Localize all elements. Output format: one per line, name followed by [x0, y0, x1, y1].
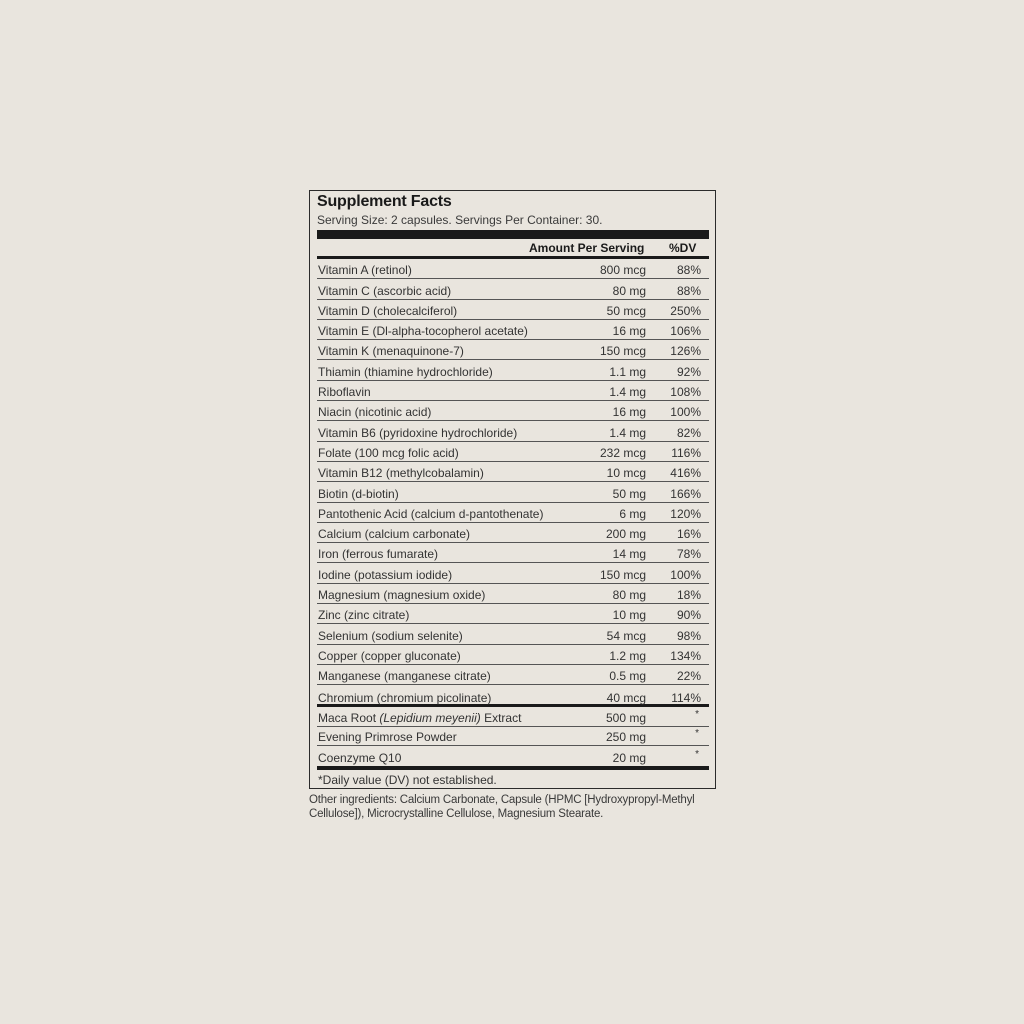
nutrient-dv: 98% [676, 628, 701, 643]
ingredient-amount: 250 mg [605, 730, 646, 745]
header-divider [317, 230, 709, 239]
other-ingredients-line-1: Other ingredients: Calcium Carbonate, Capsule (HPMC [Hydroxypropyl-Methyl [309, 794, 695, 806]
footnote: *Daily value (DV) not established. [318, 773, 497, 787]
nutrient-amount: 150 mcg [599, 344, 646, 359]
nutrient-dv: 114% [671, 690, 701, 705]
nutrient-dv: 166% [670, 486, 701, 501]
nutrient-row [317, 482, 709, 502]
nutrient-row [317, 361, 709, 381]
nutrient-dv: 250% [670, 303, 701, 318]
nutrient-amount: 800 mcg [599, 263, 646, 278]
ingredient-dv: * [695, 728, 699, 740]
nutrient-dv: 126% [670, 344, 701, 359]
other-ingredients [309, 793, 729, 821]
nutrient-dv: 90% [676, 608, 701, 623]
nutrient-row [317, 381, 709, 401]
ingredient-name [318, 730, 457, 744]
nutrient-name: Iron (ferrous fumarate) [318, 547, 439, 562]
nutrient-name: Folate (100 mcg folic acid) [318, 445, 459, 460]
ingredient-name [318, 711, 521, 725]
nutrient-amount: 0.5 mg [609, 669, 646, 684]
nutrient-row [317, 604, 709, 624]
nutrient-row [317, 421, 709, 441]
nutrient-name: Vitamin D (cholecalciferol) [318, 303, 458, 318]
nutrient-name: Vitamin A (retinol) [318, 263, 412, 278]
nutrient-row [317, 584, 709, 604]
nutrient-amount: 150 mcg [599, 567, 646, 582]
nutrient-amount: 16 mg [612, 405, 646, 420]
nutrient-row [317, 401, 709, 421]
ingredient-name-text: Evening Primrose Powder [318, 730, 457, 745]
nutrient-name: Vitamin B12 (methylcobalamin) [318, 466, 484, 481]
nutrient-dv: 82% [676, 425, 701, 440]
nutrient-dv: 100% [670, 405, 701, 420]
nutrient-name: Niacin (nicotinic acid) [318, 405, 432, 420]
nutrient-name: Chromium (chromium picolinate) [318, 690, 492, 705]
nutrient-amount: 40 mcg [606, 690, 646, 705]
ingredient-dv: * [695, 749, 699, 761]
nutrient-name: Thiamin (thiamine hydrochloride) [318, 364, 493, 379]
nutrient-row [317, 523, 709, 543]
nutrient-name: Vitamin E (Dl-alpha-tocopherol acetate) [318, 324, 528, 339]
nutrient-dv: 22% [676, 669, 701, 684]
nutrient-amount: 54 mcg [606, 628, 646, 643]
nutrient-row [317, 259, 709, 279]
nutrient-amount: 232 mcg [599, 445, 646, 460]
nutrient-amount: 16 mg [612, 324, 646, 339]
supplement-facts-panel [309, 190, 716, 789]
nutrient-dv: 134% [670, 648, 701, 663]
nutrient-dv: 108% [670, 385, 701, 400]
ingredient-row [317, 707, 709, 727]
serving-info: Serving Size: 2 capsules. Servings Per Container: 30. [317, 213, 603, 227]
nutrient-row [317, 543, 709, 563]
nutrient-name: Riboflavin [318, 385, 371, 400]
ingredient-name-text: Maca Root [318, 710, 380, 725]
nutrient-dv: 416% [670, 466, 701, 481]
nutrient-dv: 88% [676, 283, 701, 298]
nutrient-dv: 16% [676, 527, 701, 542]
nutrient-name: Vitamin B6 (pyridoxine hydrochloride) [318, 425, 518, 440]
nutrient-amount: 10 mcg [606, 466, 646, 481]
nutrient-row [317, 685, 709, 705]
nutrient-name: Zinc (zinc citrate) [318, 608, 410, 623]
nutrient-dv: 92% [676, 364, 701, 379]
nutrient-row [317, 503, 709, 523]
nutrient-row [317, 320, 709, 340]
nutrient-amount: 6 mg [619, 506, 646, 521]
nutrient-amount: 50 mcg [606, 303, 646, 318]
nutrient-amount: 1.2 mg [609, 648, 646, 663]
nutrient-name: Vitamin K (menaquinone-7) [318, 344, 464, 359]
nutrient-name: Pantothenic Acid (calcium d-pantothenate) [318, 506, 544, 521]
ingredient-name-suffix: Extract [480, 710, 522, 725]
nutrient-amount: 80 mg [612, 283, 646, 298]
label-title: Supplement Facts [317, 193, 452, 210]
nutrient-name: Selenium (sodium selenite) [318, 628, 463, 643]
ingredient-name [318, 751, 401, 765]
column-header-dv: %DV [669, 241, 697, 255]
nutrient-row [317, 645, 709, 665]
nutrient-row [317, 665, 709, 685]
nutrient-name: Copper (copper gluconate) [318, 648, 461, 663]
nutrient-amount: 1.4 mg [609, 385, 646, 400]
nutrient-amount: 10 mg [612, 608, 646, 623]
nutrient-row [317, 300, 709, 320]
nutrient-amount: 200 mg [605, 527, 646, 542]
nutrient-amount: 80 mg [612, 588, 646, 603]
nutrient-name: Vitamin C (ascorbic acid) [318, 283, 452, 298]
nutrient-amount: 14 mg [612, 547, 646, 562]
nutrient-amount: 1.4 mg [609, 425, 646, 440]
nutrient-name: Calcium (calcium carbonate) [318, 527, 471, 542]
ingredient-amount: 20 mg [612, 751, 646, 766]
ingredient-latin-name: (Lepidium meyenii) [379, 710, 481, 725]
nutrient-name: Manganese (manganese citrate) [318, 669, 491, 684]
nutrient-name: Biotin (d-biotin) [318, 486, 399, 501]
nutrient-dv: 106% [670, 324, 701, 339]
nutrient-dv: 116% [671, 445, 701, 460]
ingredient-row [317, 727, 709, 747]
other-ingredients-line-2: Cellulose]), Microcrystalline Cellulose, Magnesium Stearate. [309, 808, 604, 820]
nutrient-row [317, 462, 709, 482]
ingredient-name-text: Coenzyme Q10 [318, 751, 402, 766]
nutrient-row [317, 624, 709, 644]
nutrient-dv: 88% [676, 263, 701, 278]
nutrient-row [317, 279, 709, 299]
footer-divider [317, 766, 709, 770]
nutrient-row [317, 340, 709, 360]
nutrient-amount: 50 mg [612, 486, 646, 501]
nutrient-dv: 100% [670, 567, 701, 582]
nutrient-row [317, 564, 709, 584]
ingredient-dv: * [695, 708, 699, 720]
ingredient-amount: 500 mg [605, 710, 646, 725]
nutrient-name: Iodine (potassium iodide) [318, 567, 453, 582]
nutrient-row [317, 442, 709, 462]
nutrient-amount: 1.1 mg [609, 364, 646, 379]
nutrient-dv: 120% [670, 506, 701, 521]
nutrient-dv: 78% [676, 547, 701, 562]
nutrient-name: Magnesium (magnesium oxide) [318, 588, 486, 603]
ingredient-row [317, 746, 709, 766]
column-header-amount: Amount Per Serving [529, 241, 645, 255]
nutrient-dv: 18% [676, 588, 701, 603]
